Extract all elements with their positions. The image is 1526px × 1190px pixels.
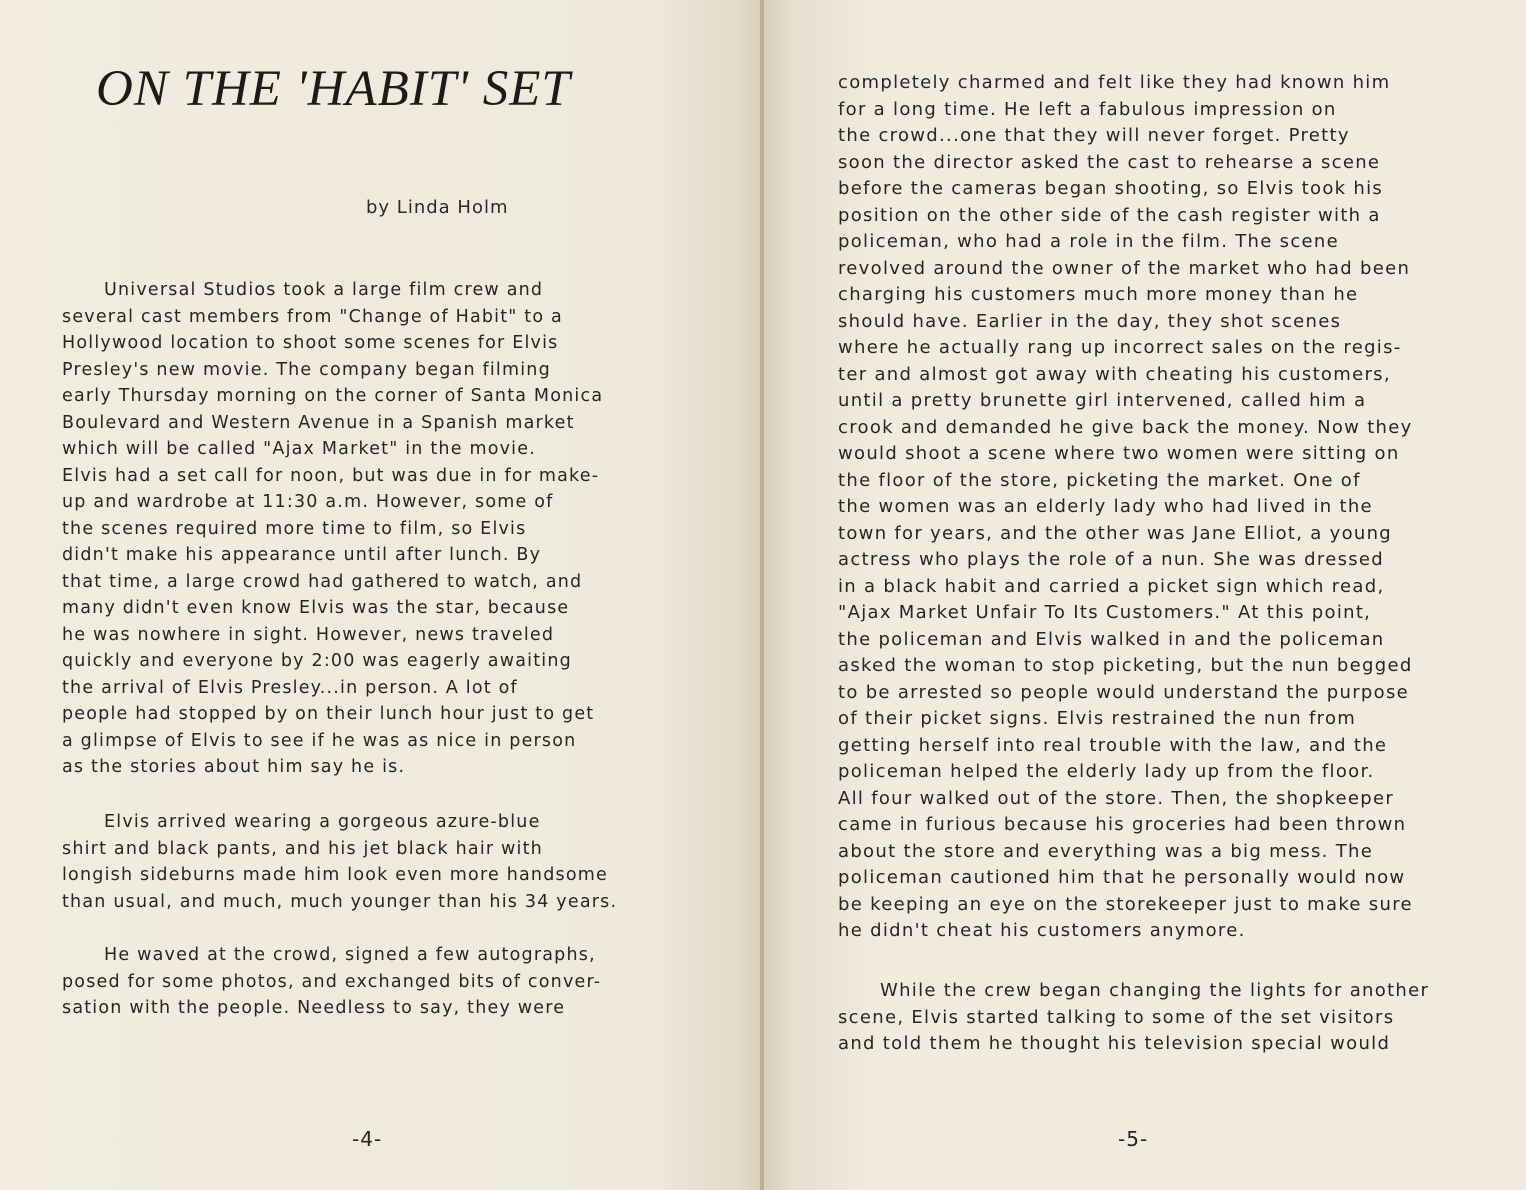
text-line: before the cameras began shooting, so Elvis took his: [838, 178, 1384, 199]
text-line: policeman, who had a role in the film. The scene: [838, 231, 1339, 252]
text-line: be keeping an eye on the storekeeper just to make sure: [838, 893, 1413, 915]
text-line: a glimpse of Elvis to see if he was as nice in person: [62, 730, 577, 751]
text-line: He waved at the crowd, signed a few autographs,: [104, 945, 596, 965]
text-line: asked the woman to stop picketing, but the nun begged: [838, 655, 1413, 676]
text-line: scene, Elvis started talking to some of the set visitors: [838, 1006, 1395, 1028]
text-line: about the store and everything was a big mess. The: [838, 840, 1374, 862]
byline: by Linda Holm: [366, 197, 509, 218]
text-line: several cast members from "Change of Habit" to a: [62, 306, 563, 327]
text-line: the crowd...one that they will never forget. Pretty: [838, 125, 1350, 146]
article-title: ON THE 'HABIT' SET: [96, 61, 571, 117]
text-line: "Ajax Market Unfair To Its Customers." At this point,: [838, 602, 1372, 623]
text-line: All four walked out of the store. Then, the shopkeeper: [838, 787, 1395, 809]
text-line: many didn't even know Elvis was the star, because: [62, 598, 570, 618]
text-line: Elvis had a set call for noon, but was due in for make-: [62, 465, 600, 486]
text-line: Universal Studios took a large film crew and: [104, 280, 544, 300]
text-line: policeman cautioned him that he personally would now: [838, 867, 1406, 888]
text-line: While the crew began changing the lights for another: [880, 980, 1430, 1001]
text-line: quickly and everyone by 2:00 was eagerly awaiting: [62, 651, 572, 671]
text-line: shirt and black pants, and his jet black hair with: [62, 838, 543, 859]
text-line: soon the director asked the cast to rehearse a scene: [838, 151, 1381, 173]
text-line: should have. Earlier in the day, they shot scenes: [838, 310, 1342, 332]
text-line: he was nowhere in sight. However, news traveled: [62, 624, 555, 645]
text-line: sation with the people. Needless to say, they were: [62, 998, 566, 1018]
text-line: the arrival of Elvis Presley...in person. A lot of: [62, 677, 518, 698]
paragraph: [62, 942, 601, 1022]
text-line: early Thursday morning on the corner of Santa Monica: [62, 386, 604, 406]
text-line: Presley's new movie. The company began filming: [62, 359, 551, 380]
text-line: ter and almost got away with cheating his customers,: [838, 363, 1391, 385]
text-line: came in furious because his groceries had been thrown: [838, 814, 1407, 835]
text-line: completely charmed and felt like they had known him: [838, 72, 1391, 93]
text-line: would shoot a scene where two women were sitting on: [838, 443, 1400, 464]
text-line: to be arrested so people would understand the purpose: [838, 681, 1410, 703]
text-line: posed for some photos, and exchanged bits of conver-: [62, 971, 602, 992]
text-line: Boulevard and Western Avenue in a Spanish market: [62, 412, 575, 433]
text-line: he didn't cheat his customers anymore.: [838, 920, 1246, 941]
text-line: than usual, and much, much younger than his 34 years.: [62, 891, 618, 912]
text-line: people had stopped by on their lunch hour just to get: [62, 704, 595, 724]
page-number: -4-: [352, 1127, 383, 1151]
text-line: as the stories about him say he is.: [62, 757, 406, 777]
text-line: the women was an elderly lady who had lived in the: [838, 496, 1373, 517]
text-line: position on the other side of the cash register with a: [838, 204, 1381, 226]
text-line: the policeman and Elvis walked in and the policeman: [838, 628, 1385, 650]
text-line: revolved around the owner of the market who had been: [838, 257, 1411, 279]
text-line: didn't make his appearance until after lunch. By: [62, 545, 542, 565]
paragraph: [62, 277, 603, 781]
page-number: -5-: [1118, 1127, 1149, 1151]
right-page: [764, 0, 1526, 1190]
text-line: getting herself into real trouble with the law, and the: [838, 734, 1388, 756]
text-line: where he actually rang up incorrect sales on the regis-: [838, 337, 1402, 358]
paragraph: [838, 70, 1413, 945]
text-line: up and wardrobe at 11:30 a.m. However, some of: [62, 492, 554, 512]
text-line: which will be called "Ajax Market" in the movie.: [62, 439, 536, 459]
text-line: crook and demanded he give back the money. Now they: [838, 416, 1413, 438]
text-line: until a pretty brunette girl intervened, called him a: [838, 390, 1367, 411]
text-line: that time, a large crowd had gathered to watch, and: [62, 571, 583, 592]
text-line: charging his customers much more money than he: [838, 284, 1359, 305]
text-line: Hollywood location to shoot some scenes for Elvis: [62, 333, 559, 353]
text-line: of their picket signs. Elvis restrained the nun from: [838, 708, 1357, 729]
text-line: the scenes required more time to film, so Elvis: [62, 518, 527, 539]
text-line: longish sideburns made him look even more handsome: [62, 865, 608, 885]
text-line: town for years, and the other was Jane Elliot, a young: [838, 522, 1393, 544]
paragraph: [62, 809, 617, 915]
text-line: the floor of the store, picketing the market. One of: [838, 469, 1361, 491]
text-line: policeman helped the elderly lady up from the floor.: [838, 761, 1375, 782]
text-line: for a long time. He left a fabulous impression on: [838, 98, 1337, 120]
text-line: Elvis arrived wearing a gorgeous azure-blue: [104, 812, 541, 832]
text-line: in a black habit and carried a picket sign which read,: [838, 575, 1385, 597]
text-line: and told them he thought his television special would: [838, 1033, 1391, 1054]
paragraph: [838, 978, 1429, 1058]
left-page: [0, 0, 762, 1190]
text-line: actress who plays the role of a nun. She was dressed: [838, 549, 1385, 570]
